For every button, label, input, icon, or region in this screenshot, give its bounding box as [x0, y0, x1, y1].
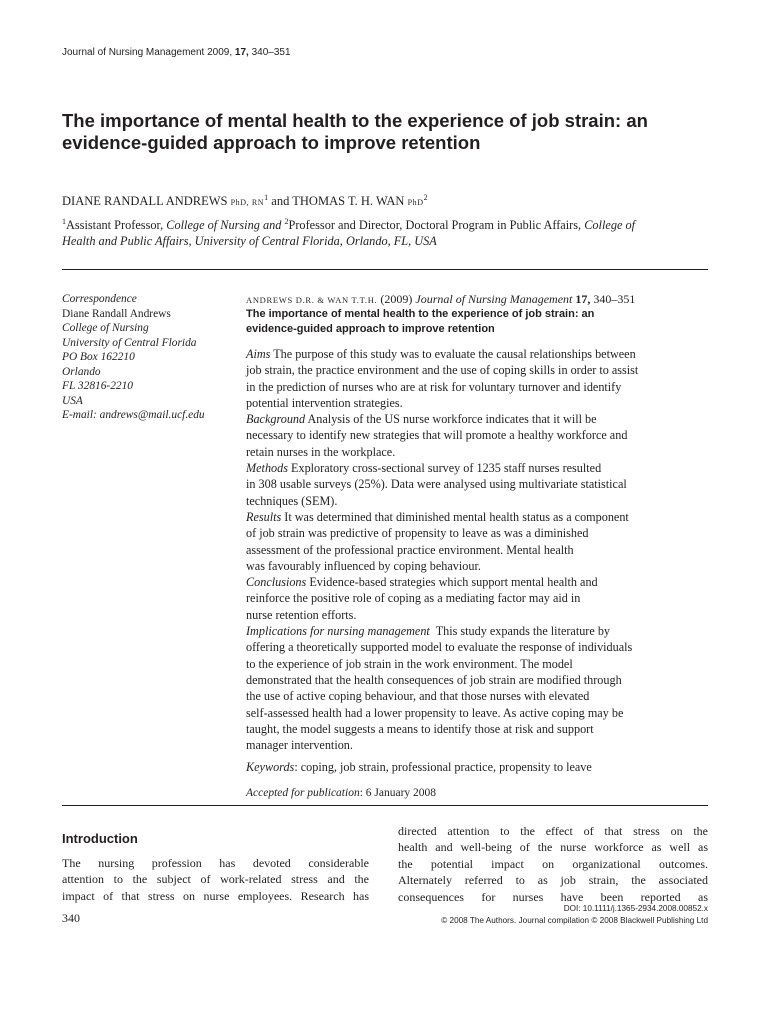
abstract-implications	[246, 623, 712, 753]
journal-pages: 340–351	[251, 47, 291, 58]
affiliation-2-role: Professor and Director, Doctoral Program in Public Affairs,	[288, 218, 582, 233]
implications-line-8: manager intervention.	[246, 738, 353, 753]
affiliations	[62, 214, 712, 249]
conclusions-label: Conclusions	[246, 575, 307, 590]
results-line-3: assessment of the professional practice environment. Mental health	[246, 542, 574, 557]
col2-line-4: Alternately referred to as job strain, the associated	[398, 873, 708, 888]
title-line-1: The importance of mental health to the experience of job strain: an	[62, 110, 648, 131]
col2-line-3: the potential impact on organizational outcomes.	[398, 856, 708, 871]
abstract-methods	[246, 460, 712, 509]
correspondence-city: Orlando	[62, 365, 101, 378]
results-label: Results	[246, 509, 282, 524]
results-line-2: of job strain was predictive of propensity to leave as was a diminished	[246, 526, 589, 541]
background-line-2: necessary to identify new strategies that will promote a healthy workforce and	[246, 428, 628, 443]
methods-line-3: techniques (SEM).	[246, 493, 338, 508]
implications-line-5: the use of active coping behaviour, and that those nurses with elevated	[246, 689, 590, 704]
correspondence-email[interactable]: E-mail: andrews@mail.ucf.edu	[62, 409, 205, 421]
author-2-affiliation-mark: 2	[423, 193, 428, 202]
copyright-line: © 2008 The Authors. Journal compilation © 2008 Blackwell Publishing Ltd	[441, 916, 708, 925]
col2-line-5: consequences for nurses have been reported as	[398, 889, 708, 904]
col2-line-1: directed attention to the effect of that stress on the	[398, 824, 708, 838]
header-divider	[62, 269, 708, 270]
methods-label: Methods	[246, 461, 288, 476]
introduction-heading: Introduction	[62, 831, 138, 846]
citation-volume: 17,	[575, 292, 591, 306]
affiliation-1-mark: 1	[62, 217, 66, 226]
accepted-value: : 6 January 2008	[359, 786, 437, 799]
aims-line-4: potential intervention strategies.	[246, 395, 403, 410]
abstract-title	[246, 307, 712, 336]
affiliation-1-institution: College of Nursing and	[166, 218, 282, 233]
abstract-block	[246, 292, 712, 801]
conclusions-line-2: reinforce the positive role of coping as a mediating factor may aid in	[246, 591, 581, 606]
keywords	[246, 759, 712, 775]
introduction-column-1	[62, 855, 369, 904]
background-line-1: Analysis of the US nurse workforce indicates that it will be	[307, 412, 597, 427]
journal-volume: 17,	[234, 47, 249, 58]
author-1-credentials: PhD, RN	[230, 198, 265, 208]
methods-line-2: in 308 usable surveys (25%). Data were analysed using multivariate statistical	[246, 477, 627, 492]
conclusions-line-1: Evidence-based strategies which support mental health and	[309, 575, 598, 590]
keywords-label: Keywords	[246, 760, 295, 775]
affiliation-2-institution-a: College of	[584, 218, 636, 233]
implications-line-7: taught, the model suggests a means to identify those at risk and support	[246, 721, 594, 736]
correspondence-zip: FL 32816-2210	[62, 380, 133, 392]
accepted-date	[246, 785, 712, 801]
abstract-results	[246, 509, 712, 574]
abstract-title-line-1: The importance of mental health to the experience of job strain: an	[246, 308, 595, 320]
author-1-affiliation-mark: 1	[264, 193, 269, 202]
author-2-credentials: PhD	[407, 198, 424, 208]
correspondence-university: University of Central Florida	[62, 336, 197, 349]
affiliation-1-role: Assistant Professor,	[66, 218, 164, 233]
abstract-title-line-2: evidence-guided approach to improve retention	[246, 322, 495, 335]
abstract-background	[246, 411, 712, 460]
correspondence-heading: Correspondence	[62, 293, 137, 305]
col1-line-3: impact of that stress on nurse employees. Research has	[62, 888, 369, 903]
doi-line[interactable]: DOI: 10.1111/j.1365-2934.2008.00852.x	[563, 904, 708, 913]
citation-year: (2009)	[380, 292, 413, 306]
author-conjunction: and	[271, 194, 290, 209]
citation-pages: 340–351	[593, 292, 636, 306]
results-line-4: was favourably influenced by coping behaviour.	[246, 558, 481, 573]
journal-name: Journal of Nursing Management	[62, 47, 205, 58]
affiliation-2-mark: 2	[284, 217, 289, 226]
abstract-divider	[62, 805, 708, 806]
author-line	[62, 193, 428, 209]
author-1-name: DIANE RANDALL ANDREWS	[62, 194, 228, 209]
abstract-conclusions	[246, 574, 712, 623]
citation-line	[246, 292, 712, 307]
implications-line-1: This study expands the literature by	[435, 624, 611, 639]
implications-line-3: to the experience of job strain in the work environment. The model	[246, 656, 573, 671]
correspondence-name: Diane Randall Andrews	[62, 307, 171, 320]
running-head	[62, 47, 291, 58]
implications-line-6: self-assessed health had a lower propensity to leave. As active coping may be	[246, 705, 624, 720]
col1-line-1: The nursing profession has devoted considerable	[62, 856, 369, 870]
aims-line-1: The purpose of this study was to evaluate the causal relationships between	[273, 347, 636, 361]
col2-line-2: health and well-being of the nurse workforce as well as	[398, 840, 708, 855]
aims-label: Aims	[246, 347, 271, 361]
results-line-1: It was determined that diminished mental health status as a component	[284, 509, 629, 524]
affiliation-2-institution-b: Health and Public Affairs, University of Central Florida, Orlando, FL, USA	[62, 234, 437, 249]
correspondence-country: USA	[62, 394, 83, 407]
correspondence-po-box: PO Box 162210	[62, 351, 135, 363]
page-number: 340	[62, 911, 80, 925]
introduction-column-2	[398, 823, 708, 905]
title-line-2: evidence-guided approach to improve retention	[62, 132, 481, 153]
methods-line-1: Exploratory cross-sectional survey of 1235 staff nurses resulted	[291, 461, 602, 476]
aims-line-2: job strain, the practice environment and the use of coping skills in order to assist	[246, 363, 639, 378]
conclusions-line-3: nurse retention efforts.	[246, 607, 357, 622]
aims-line-3: in the prediction of nurses who are at risk for voluntary turnover and identify	[246, 379, 622, 394]
citation-authors: ANDREWS D.R. & WAN T.T.H.	[246, 295, 378, 305]
journal-year: 2009,	[207, 47, 233, 58]
background-line-3: retain nurses in the workplace.	[246, 444, 396, 459]
abstract-aims	[246, 346, 712, 411]
col1-line-2: attention to the subject of work-related stress and the	[62, 872, 369, 887]
keywords-list: : coping, job strain, professional practice, propensity to leave	[294, 760, 592, 775]
article-title	[62, 110, 712, 154]
implications-line-2: offering a theoretically supported model to evaluate the response of individuals	[246, 640, 633, 655]
background-label: Background	[246, 412, 306, 427]
implications-label: Implications for nursing management	[246, 624, 430, 639]
correspondence-block	[62, 292, 232, 423]
implications-line-4: demonstrated that the health consequences of job strain are modified through	[246, 672, 622, 687]
accepted-label: Accepted for publication	[246, 786, 360, 799]
author-2-name: THOMAS T. H. WAN	[292, 194, 405, 209]
citation-journal: Journal of Nursing Management	[415, 292, 573, 306]
correspondence-dept: College of Nursing	[62, 322, 149, 334]
